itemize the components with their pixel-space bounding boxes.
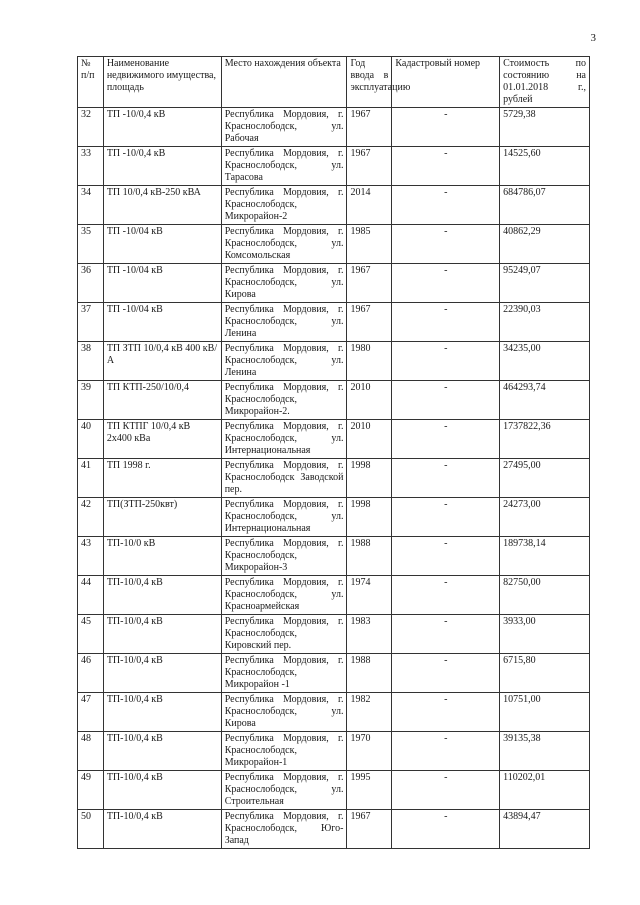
cell-cadastral-number: - <box>392 108 500 147</box>
cell-cadastral-number: - <box>392 225 500 264</box>
cell-cadastral-number: - <box>392 498 500 537</box>
cell-number: 44 <box>78 576 104 615</box>
table-row <box>78 342 590 381</box>
cell-location: Республика Мордовия, г. Краснослободск, ул. Рабочая <box>221 108 347 147</box>
cell-property-name: ТП -10/0,4 кВ <box>103 147 221 186</box>
property-registry-table <box>77 56 590 849</box>
cell-property-name: ТП-10/0,4 кВ <box>103 732 221 771</box>
cell-cadastral-number: - <box>392 576 500 615</box>
cell-cadastral-number: - <box>392 654 500 693</box>
cell-location: Республика Мордовия, г. Краснослободск, ул. Комсомольская <box>221 225 347 264</box>
cell-property-name: ТП(ЗТП-250квт) <box>103 498 221 537</box>
cell-commissioning-year: 1998 <box>347 459 392 498</box>
cell-cadastral-number: - <box>392 732 500 771</box>
header-commissioning-year: Год ввода в эксплуатацию <box>347 57 392 108</box>
cell-location: Республика Мордовия, г. Краснослободск, ул. Строительная <box>221 771 347 810</box>
cell-property-name: ТП -10/0,4 кВ <box>103 108 221 147</box>
cell-commissioning-year: 1982 <box>347 693 392 732</box>
cell-number: 39 <box>78 381 104 420</box>
header-cost: Стоимость по состоянию на 01.01.2018 г., рублей <box>500 57 590 108</box>
cell-number: 42 <box>78 498 104 537</box>
cell-number: 33 <box>78 147 104 186</box>
cell-cost: 189738,14 <box>500 537 590 576</box>
cell-cost: 10751,00 <box>500 693 590 732</box>
cell-cadastral-number: - <box>392 537 500 576</box>
cell-cost: 1737822,36 <box>500 420 590 459</box>
cell-property-name: ТП-10/0,4 кВ <box>103 771 221 810</box>
cell-property-name: ТП -10/04 кВ <box>103 303 221 342</box>
cell-commissioning-year: 2014 <box>347 186 392 225</box>
cell-commissioning-year: 1967 <box>347 108 392 147</box>
table-row <box>78 771 590 810</box>
cell-cadastral-number: - <box>392 693 500 732</box>
cell-location: Республика Мордовия, г. Краснослободск, Кировский пер. <box>221 615 347 654</box>
table-header-row <box>78 57 590 108</box>
cell-number: 38 <box>78 342 104 381</box>
table-row <box>78 537 590 576</box>
cell-cost: 82750,00 <box>500 576 590 615</box>
table-row <box>78 420 590 459</box>
cell-cost: 34235,00 <box>500 342 590 381</box>
header-number: № п/п <box>78 57 104 108</box>
cell-location: Республика Мордовия, г. Краснослободск, ул. Ленина <box>221 342 347 381</box>
cell-location: Республика Мордовия, г. Краснослободск, Микрорайон-2. <box>221 381 347 420</box>
cell-commissioning-year: 1967 <box>347 264 392 303</box>
table-row <box>78 459 590 498</box>
cell-cost: 464293,74 <box>500 381 590 420</box>
cell-location: Республика Мордовия, г. Краснослободск, Микрорайон-2 <box>221 186 347 225</box>
cell-commissioning-year: 1970 <box>347 732 392 771</box>
cell-location: Республика Мордовия, г. Краснослободск, Микрорайон-1 <box>221 732 347 771</box>
cell-commissioning-year: 1998 <box>347 498 392 537</box>
cell-property-name: ТП-10/0,4 кВ <box>103 693 221 732</box>
cell-number: 36 <box>78 264 104 303</box>
table-row <box>78 147 590 186</box>
cell-cadastral-number: - <box>392 147 500 186</box>
cell-number: 40 <box>78 420 104 459</box>
cell-number: 35 <box>78 225 104 264</box>
cell-cadastral-number: - <box>392 810 500 849</box>
cell-property-name: ТП -10/04 кВ <box>103 225 221 264</box>
cell-location: Республика Мордовия, г. Краснослободск, ул. Интернациональная <box>221 420 347 459</box>
cell-location: Республика Мордовия, г. Краснослободск Заводской пер. <box>221 459 347 498</box>
cell-property-name: ТП-10/0,4 кВ <box>103 810 221 849</box>
cell-cadastral-number: - <box>392 342 500 381</box>
cell-cost: 43894,47 <box>500 810 590 849</box>
cell-commissioning-year: 2010 <box>347 420 392 459</box>
table-row <box>78 732 590 771</box>
table-row <box>78 264 590 303</box>
cell-property-name: ТП ЗТП 10/0,4 кВ 400 кВ/А <box>103 342 221 381</box>
cell-cost: 27495,00 <box>500 459 590 498</box>
header-location: Место нахождения объекта <box>221 57 347 108</box>
cell-number: 49 <box>78 771 104 810</box>
header-property-name: Наименование недвижимого имущества, площадь <box>103 57 221 108</box>
table-row <box>78 225 590 264</box>
cell-location: Республика Мордовия, г. Краснослободск, ул. Тарасова <box>221 147 347 186</box>
cell-location: Республика Мордовия, г. Краснослободск, ул. Кирова <box>221 693 347 732</box>
cell-commissioning-year: 1967 <box>347 147 392 186</box>
cell-number: 47 <box>78 693 104 732</box>
table-row <box>78 303 590 342</box>
table-body <box>78 108 590 849</box>
cell-commissioning-year: 1988 <box>347 654 392 693</box>
cell-location: Республика Мордовия, г. Краснослободск, Микрорайон-3 <box>221 537 347 576</box>
cell-location: Республика Мордовия, г. Краснослободск, ул. Ленина <box>221 303 347 342</box>
cell-commissioning-year: 1967 <box>347 303 392 342</box>
cell-number: 45 <box>78 615 104 654</box>
cell-cadastral-number: - <box>392 381 500 420</box>
page-number: 3 <box>590 32 596 44</box>
cell-commissioning-year: 1974 <box>347 576 392 615</box>
cell-location: Республика Мордовия, г. Краснослободск, ул. Кирова <box>221 264 347 303</box>
cell-property-name: ТП-10/0,4 кВ <box>103 615 221 654</box>
cell-number: 46 <box>78 654 104 693</box>
table-row <box>78 108 590 147</box>
table-row <box>78 654 590 693</box>
table-row <box>78 810 590 849</box>
cell-commissioning-year: 2010 <box>347 381 392 420</box>
cell-number: 32 <box>78 108 104 147</box>
cell-number: 34 <box>78 186 104 225</box>
cell-number: 50 <box>78 810 104 849</box>
cell-cadastral-number: - <box>392 420 500 459</box>
cell-cost: 6715,80 <box>500 654 590 693</box>
header-cadastral-number: Кадастровый номер <box>392 57 500 108</box>
cell-number: 43 <box>78 537 104 576</box>
cell-cadastral-number: - <box>392 459 500 498</box>
cell-commissioning-year: 1980 <box>347 342 392 381</box>
cell-commissioning-year: 1983 <box>347 615 392 654</box>
table-row <box>78 615 590 654</box>
cell-cost: 110202,01 <box>500 771 590 810</box>
table-row <box>78 186 590 225</box>
cell-cost: 684786,07 <box>500 186 590 225</box>
cell-cost: 14525,60 <box>500 147 590 186</box>
cell-commissioning-year: 1988 <box>347 537 392 576</box>
cell-cadastral-number: - <box>392 771 500 810</box>
cell-location: Республика Мордовия, г. Краснослободск, Юго-Запад <box>221 810 347 849</box>
cell-property-name: ТП 10/0,4 кВ-250 кВА <box>103 186 221 225</box>
cell-number: 41 <box>78 459 104 498</box>
cell-property-name: ТП-10/0,4 кВ <box>103 576 221 615</box>
cell-cost: 3933,00 <box>500 615 590 654</box>
cell-cost: 5729,38 <box>500 108 590 147</box>
cell-location: Республика Мордовия, г. Краснослободск, ул. Красноармейская <box>221 576 347 615</box>
cell-location: Республика Мордовия, г. Краснослободск, ул. Интернациональная <box>221 498 347 537</box>
table-row <box>78 381 590 420</box>
cell-property-name: ТП-10/0,4 кВ <box>103 654 221 693</box>
cell-number: 37 <box>78 303 104 342</box>
cell-cost: 39135,38 <box>500 732 590 771</box>
table-row <box>78 576 590 615</box>
cell-commissioning-year: 1967 <box>347 810 392 849</box>
cell-cost: 22390,03 <box>500 303 590 342</box>
cell-cadastral-number: - <box>392 303 500 342</box>
cell-cadastral-number: - <box>392 615 500 654</box>
cell-number: 48 <box>78 732 104 771</box>
cell-property-name: ТП КТП-250/10/0,4 <box>103 381 221 420</box>
cell-cadastral-number: - <box>392 186 500 225</box>
cell-cost: 24273,00 <box>500 498 590 537</box>
cell-location: Республика Мордовия, г. Краснослободск, Микрорайон -1 <box>221 654 347 693</box>
cell-cost: 95249,07 <box>500 264 590 303</box>
cell-cadastral-number: - <box>392 264 500 303</box>
cell-cost: 40862,29 <box>500 225 590 264</box>
cell-commissioning-year: 1995 <box>347 771 392 810</box>
cell-property-name: ТП -10/04 кВ <box>103 264 221 303</box>
cell-property-name: ТП КТПГ 10/0,4 кВ 2х400 кВа <box>103 420 221 459</box>
cell-commissioning-year: 1985 <box>347 225 392 264</box>
table-row <box>78 498 590 537</box>
table-row <box>78 693 590 732</box>
cell-property-name: ТП 1998 г. <box>103 459 221 498</box>
cell-property-name: ТП-10/0 кВ <box>103 537 221 576</box>
